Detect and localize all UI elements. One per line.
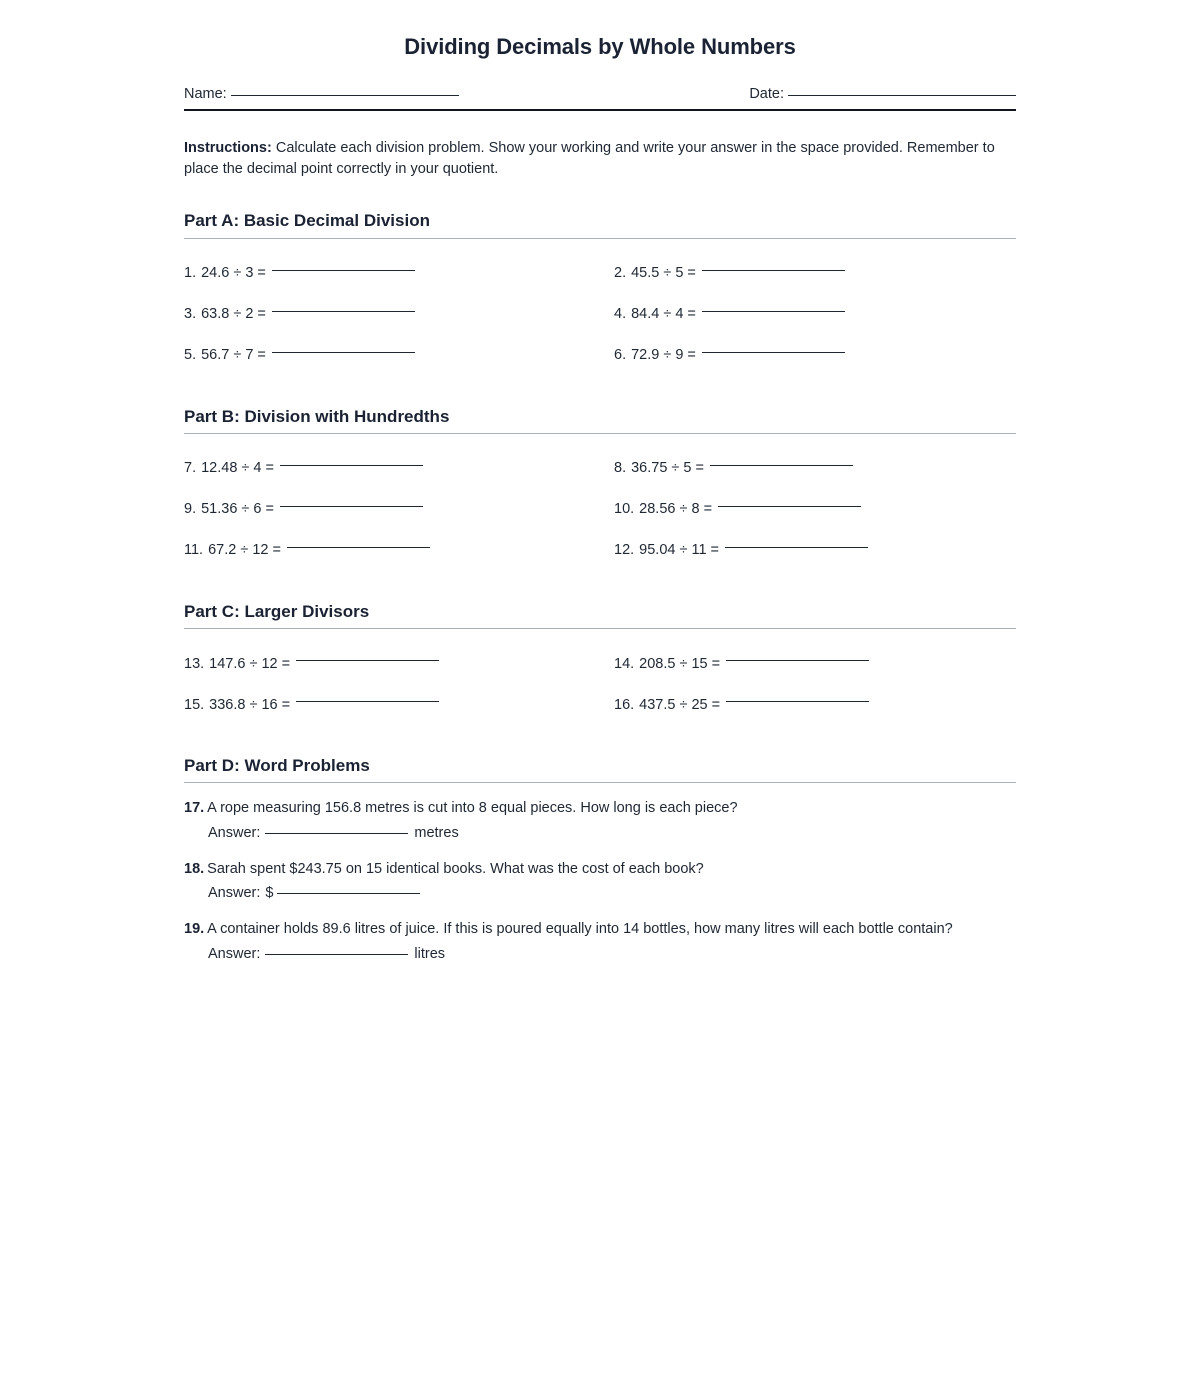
date-field-group[interactable] bbox=[749, 86, 1016, 102]
section-divider-a bbox=[184, 238, 1016, 239]
problem-number: 7. bbox=[184, 460, 197, 477]
problem-item bbox=[184, 335, 614, 376]
answer-blank[interactable] bbox=[287, 547, 430, 548]
name-date-row bbox=[184, 86, 1016, 102]
problem-expression: 12.48 ÷ 4 = bbox=[201, 460, 274, 477]
problem-number: 5. bbox=[184, 347, 197, 364]
problem-number: 16. bbox=[614, 696, 635, 713]
problem-expression: 336.8 ÷ 16 = bbox=[209, 696, 291, 713]
problem-grid-part-a bbox=[184, 253, 1016, 376]
word-problem-number: 18. bbox=[184, 860, 205, 877]
instructions-label: Instructions: bbox=[184, 140, 272, 157]
word-problem-question: A container holds 89.6 litres of juice. If this is poured equally into 14 bottles, how many litres will each bottle contain? bbox=[207, 921, 953, 938]
section-divider-c bbox=[184, 628, 1016, 629]
date-label: Date: bbox=[749, 86, 784, 103]
problem-grid-part-c bbox=[184, 643, 1016, 725]
name-label: Name: bbox=[184, 86, 227, 103]
word-problem-list bbox=[184, 797, 1016, 961]
word-problem-text bbox=[184, 858, 984, 880]
word-problem-question: A rope measuring 156.8 metres is cut into 8 equal pieces. How long is each piece? bbox=[207, 800, 738, 817]
answer-label: Answer: bbox=[208, 885, 261, 902]
section-part-c bbox=[184, 601, 1016, 725]
word-problem-number: 17. bbox=[184, 800, 205, 817]
problem-number: 4. bbox=[614, 306, 627, 323]
problem-item bbox=[614, 643, 1016, 684]
problem-item bbox=[184, 643, 614, 684]
answer-blank[interactable] bbox=[277, 893, 420, 894]
word-problem-text bbox=[184, 918, 984, 940]
header-divider bbox=[184, 109, 1016, 111]
word-answer-row bbox=[208, 946, 1016, 962]
problem-number: 2. bbox=[614, 265, 627, 282]
problem-expression: 84.4 ÷ 4 = bbox=[631, 306, 696, 323]
problem-item bbox=[614, 253, 1016, 294]
name-input-blank[interactable] bbox=[231, 95, 459, 96]
answer-blank[interactable] bbox=[710, 465, 853, 466]
problem-item bbox=[614, 530, 1016, 571]
section-heading-part-d: Part D: Word Problems bbox=[184, 756, 370, 776]
problem-number: 12. bbox=[614, 542, 635, 559]
word-problem-block bbox=[184, 797, 1016, 840]
problem-item bbox=[184, 448, 614, 489]
problem-item bbox=[184, 489, 614, 530]
problem-number: 6. bbox=[614, 347, 627, 364]
answer-blank[interactable] bbox=[702, 352, 845, 353]
problem-expression: 51.36 ÷ 6 = bbox=[201, 501, 274, 518]
answer-blank[interactable] bbox=[280, 465, 423, 466]
problem-grid-part-b bbox=[184, 448, 1016, 571]
problem-expression: 56.7 ÷ 7 = bbox=[201, 347, 266, 364]
answer-blank[interactable] bbox=[296, 660, 439, 661]
answer-blank[interactable] bbox=[280, 506, 423, 507]
problem-item bbox=[614, 684, 1016, 725]
section-heading-part-b: Part B: Division with Hundredths bbox=[184, 406, 450, 426]
problem-number: 1. bbox=[184, 265, 197, 282]
problem-number: 15. bbox=[184, 696, 205, 713]
name-field-group[interactable] bbox=[184, 86, 459, 102]
problem-item bbox=[184, 530, 614, 571]
answer-blank[interactable] bbox=[726, 701, 869, 702]
answer-blank[interactable] bbox=[726, 660, 869, 661]
section-part-b bbox=[184, 406, 1016, 571]
page-title: Dividing Decimals by Whole Numbers bbox=[404, 34, 796, 59]
answer-unit: metres bbox=[414, 824, 459, 841]
problem-item bbox=[614, 489, 1016, 530]
problem-expression: 147.6 ÷ 12 = bbox=[209, 655, 291, 672]
answer-blank[interactable] bbox=[272, 311, 415, 312]
problem-expression: 36.75 ÷ 5 = bbox=[631, 460, 704, 477]
answer-blank[interactable] bbox=[296, 701, 439, 702]
word-answer-row bbox=[208, 825, 1016, 841]
word-problem-block bbox=[184, 858, 1016, 901]
answer-blank[interactable] bbox=[702, 270, 845, 271]
answer-blank[interactable] bbox=[702, 311, 845, 312]
answer-label: Answer: bbox=[208, 824, 261, 841]
problem-item bbox=[184, 253, 614, 294]
problem-expression: 67.2 ÷ 12 = bbox=[208, 542, 281, 559]
problem-item bbox=[614, 335, 1016, 376]
problem-expression: 28.56 ÷ 8 = bbox=[639, 501, 713, 518]
problem-expression: 95.04 ÷ 11 = bbox=[639, 542, 720, 559]
date-input-blank[interactable] bbox=[788, 95, 1016, 96]
answer-blank[interactable] bbox=[718, 506, 861, 507]
instructions-paragraph bbox=[184, 138, 1010, 180]
answer-label: Answer: bbox=[208, 945, 261, 962]
currency-symbol: $ bbox=[265, 885, 274, 902]
problem-number: 8. bbox=[614, 460, 627, 477]
problem-expression: 24.6 ÷ 3 = bbox=[201, 265, 266, 282]
problem-expression: 208.5 ÷ 15 = bbox=[639, 655, 721, 672]
worksheet-content bbox=[184, 0, 1016, 962]
word-problem-question: Sarah spent $243.75 on 15 identical books. What was the cost of each book? bbox=[207, 860, 704, 877]
section-heading-part-c: Part C: Larger Divisors bbox=[184, 601, 370, 621]
answer-blank[interactable] bbox=[725, 547, 868, 548]
problem-item bbox=[614, 294, 1016, 335]
problem-number: 3. bbox=[184, 306, 197, 323]
word-problem-block bbox=[184, 918, 1016, 961]
answer-blank[interactable] bbox=[265, 833, 408, 834]
problem-number: 14. bbox=[614, 655, 635, 672]
section-divider-d bbox=[184, 782, 1016, 783]
answer-blank[interactable] bbox=[272, 270, 415, 271]
problem-item bbox=[184, 294, 614, 335]
problem-item bbox=[184, 684, 614, 725]
word-problem-number: 19. bbox=[184, 921, 205, 938]
problem-expression: 72.9 ÷ 9 = bbox=[631, 347, 696, 364]
problem-number: 13. bbox=[184, 655, 205, 672]
problem-expression: 45.5 ÷ 5 = bbox=[631, 265, 696, 282]
section-part-a bbox=[184, 210, 1016, 375]
word-problem-text bbox=[184, 797, 984, 819]
problem-expression: 63.8 ÷ 2 = bbox=[201, 306, 266, 323]
section-heading-part-a: Part A: Basic Decimal Division bbox=[184, 211, 430, 231]
answer-blank[interactable] bbox=[272, 352, 415, 353]
answer-unit: litres bbox=[414, 945, 446, 962]
problem-number: 10. bbox=[614, 501, 635, 518]
word-answer-row bbox=[208, 885, 1016, 901]
instructions-text: Calculate each division problem. Show your working and write your answer in the space provided. Remember to place the decimal point correctly in your quotient. bbox=[184, 140, 995, 178]
problem-number: 9. bbox=[184, 501, 197, 518]
problem-number: 11. bbox=[184, 542, 204, 559]
problem-expression: 437.5 ÷ 25 = bbox=[639, 696, 721, 713]
section-part-d bbox=[184, 755, 1016, 962]
answer-blank[interactable] bbox=[265, 954, 408, 955]
section-divider-b bbox=[184, 433, 1016, 434]
problem-item bbox=[614, 448, 1016, 489]
